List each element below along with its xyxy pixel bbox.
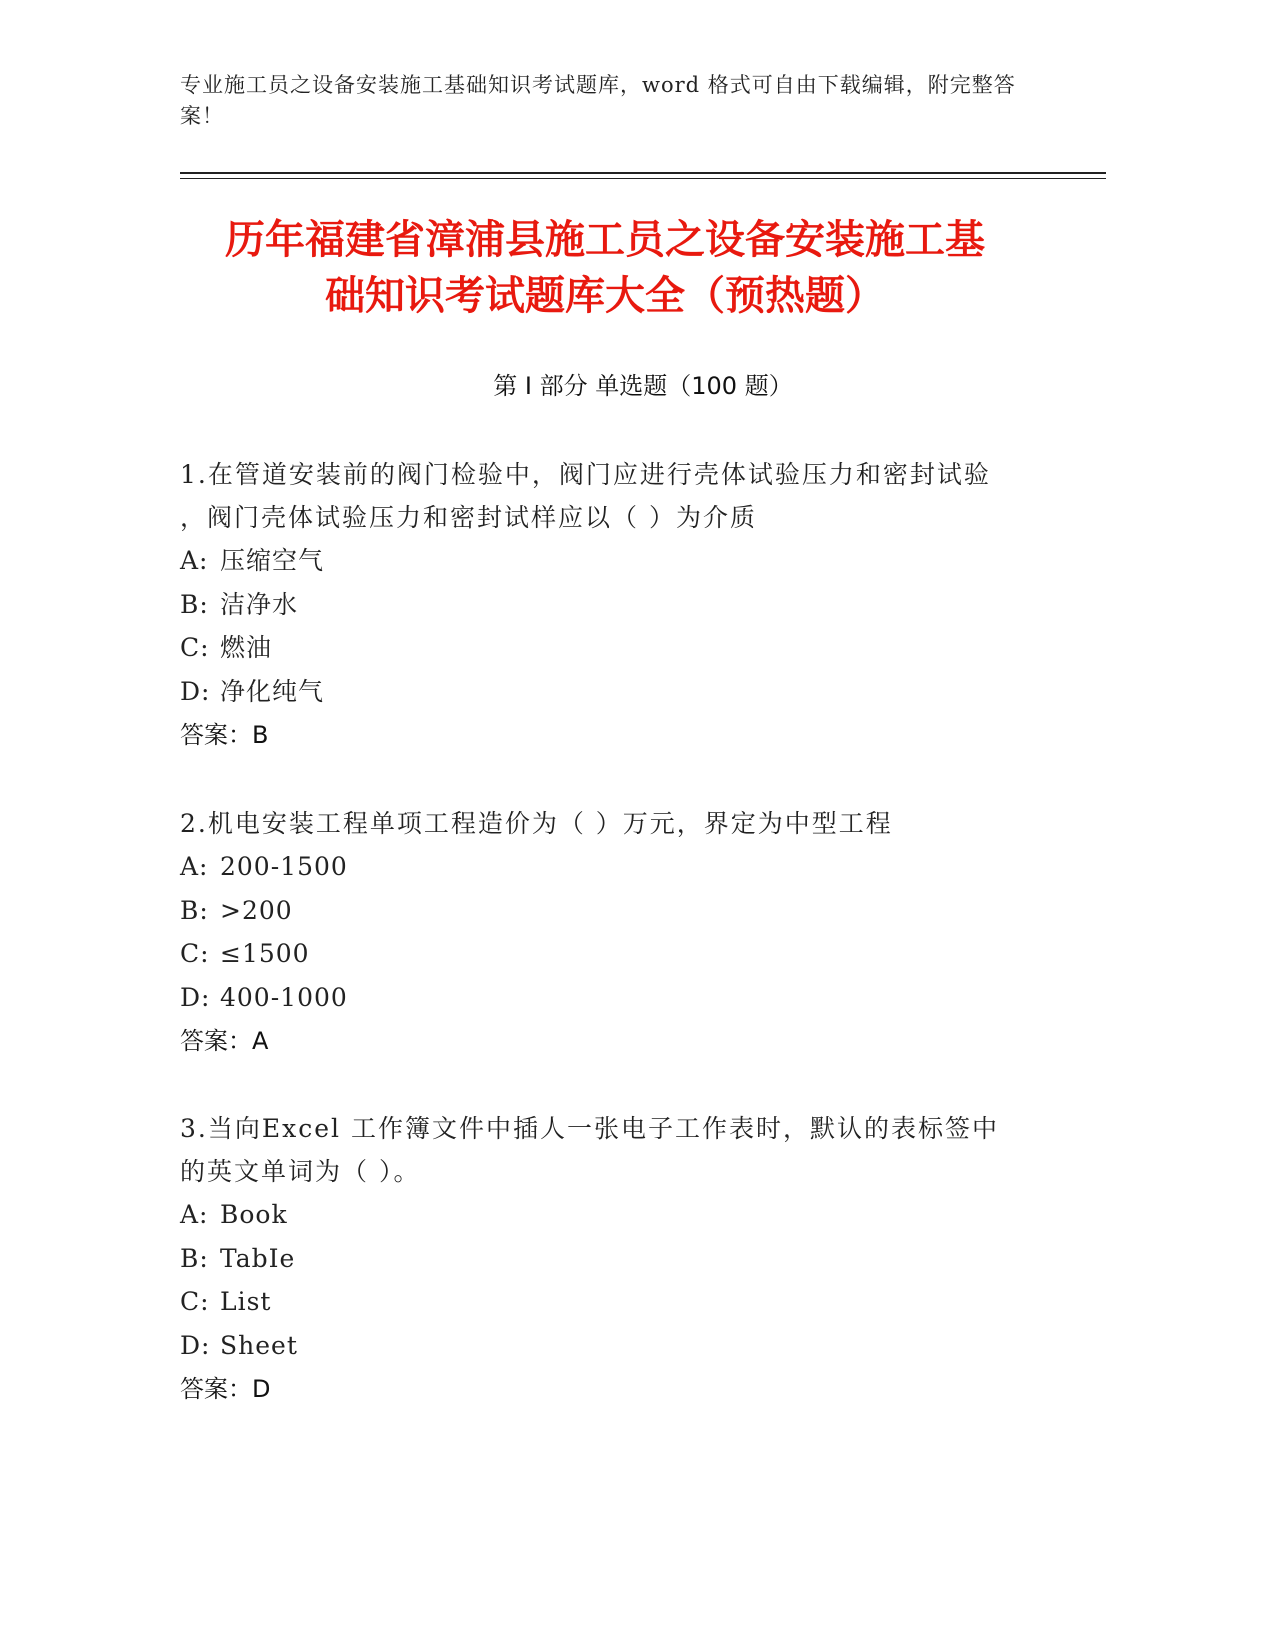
question-3 xyxy=(180,1107,1030,1411)
option-letter: B: xyxy=(180,589,209,619)
question-2-option-c xyxy=(180,932,1030,976)
option-letter: C: xyxy=(180,1287,210,1316)
option-text: Sheet xyxy=(220,1330,298,1360)
option-letter: D: xyxy=(180,1330,211,1360)
option-text: Book xyxy=(220,1200,288,1229)
question-1-option-b xyxy=(180,583,1030,627)
question-3-stem-line-2: 的英文单词为（ ）。 xyxy=(180,1157,421,1186)
option-text: List xyxy=(220,1287,272,1316)
option-text: 400-1000 xyxy=(220,982,348,1012)
header-divider-thick xyxy=(180,172,1106,174)
option-letter: D: xyxy=(180,982,211,1012)
option-text: 洁净水 xyxy=(220,589,299,619)
option-text: 净化纯气 xyxy=(220,676,325,706)
question-1-stem-line-1: 1.在管道安装前的阀门检验中，阀门应进行壳体试验压力和密封试验 xyxy=(180,460,991,489)
option-text: TabIe xyxy=(220,1243,296,1273)
question-3-answer: 答案：D xyxy=(180,1375,271,1403)
option-text: 200-1500 xyxy=(220,852,348,881)
question-3-option-c xyxy=(180,1280,1030,1324)
option-letter: B: xyxy=(180,895,209,925)
question-2-option-a xyxy=(180,845,1030,889)
header-note: 专业施工员之设备安装施工基础知识考试题库，word 格式可自由下载编辑，附完整答案！ xyxy=(180,73,1016,128)
option-text: ≤1500 xyxy=(220,939,310,968)
document-title-line-2: 础知识考试题库大全（预热题） xyxy=(325,273,885,319)
question-1-stem-line-2: ，阀门壳体试验压力和密封试样应以（ ）为介质 xyxy=(180,503,757,532)
question-1-option-d xyxy=(180,670,1030,714)
option-letter: A: xyxy=(180,852,209,881)
question-3-option-d xyxy=(180,1324,1030,1368)
option-letter: C: xyxy=(180,633,210,662)
question-1-option-c xyxy=(180,626,1030,670)
option-letter: B: xyxy=(180,1243,209,1273)
document-title-line-1: 历年福建省漳浦县施工员之设备安装施工基 xyxy=(225,217,985,263)
question-1 xyxy=(180,453,1030,757)
question-3-option-b xyxy=(180,1237,1030,1281)
header-divider-thin xyxy=(180,178,1106,179)
question-1-answer: 答案：B xyxy=(180,721,269,749)
option-letter: A: xyxy=(180,546,209,575)
question-1-option-a xyxy=(180,539,1030,583)
question-2-stem-line-1: 2.机电安装工程单项工程造价为（ ）万元，界定为中型工程 xyxy=(180,809,893,838)
option-letter: D: xyxy=(180,676,211,706)
question-2 xyxy=(180,802,1030,1063)
question-2-option-b xyxy=(180,889,1030,933)
document-title xyxy=(150,212,1060,324)
option-text: 压缩空气 xyxy=(220,546,325,575)
question-3-option-a xyxy=(180,1193,1030,1237)
question-2-answer: 答案：A xyxy=(180,1027,269,1055)
option-letter: A: xyxy=(180,1200,209,1229)
section-heading: 第 I 部分 单选题（100 题） xyxy=(493,372,793,400)
option-text: 燃油 xyxy=(220,633,273,662)
option-letter: C: xyxy=(180,939,210,968)
question-3-stem-line-1: 3.当向Excel 工作簿文件中插人一张电子工作表时，默认的表标签中 xyxy=(180,1114,999,1143)
option-text: >200 xyxy=(220,895,293,925)
question-2-option-d xyxy=(180,976,1030,1020)
